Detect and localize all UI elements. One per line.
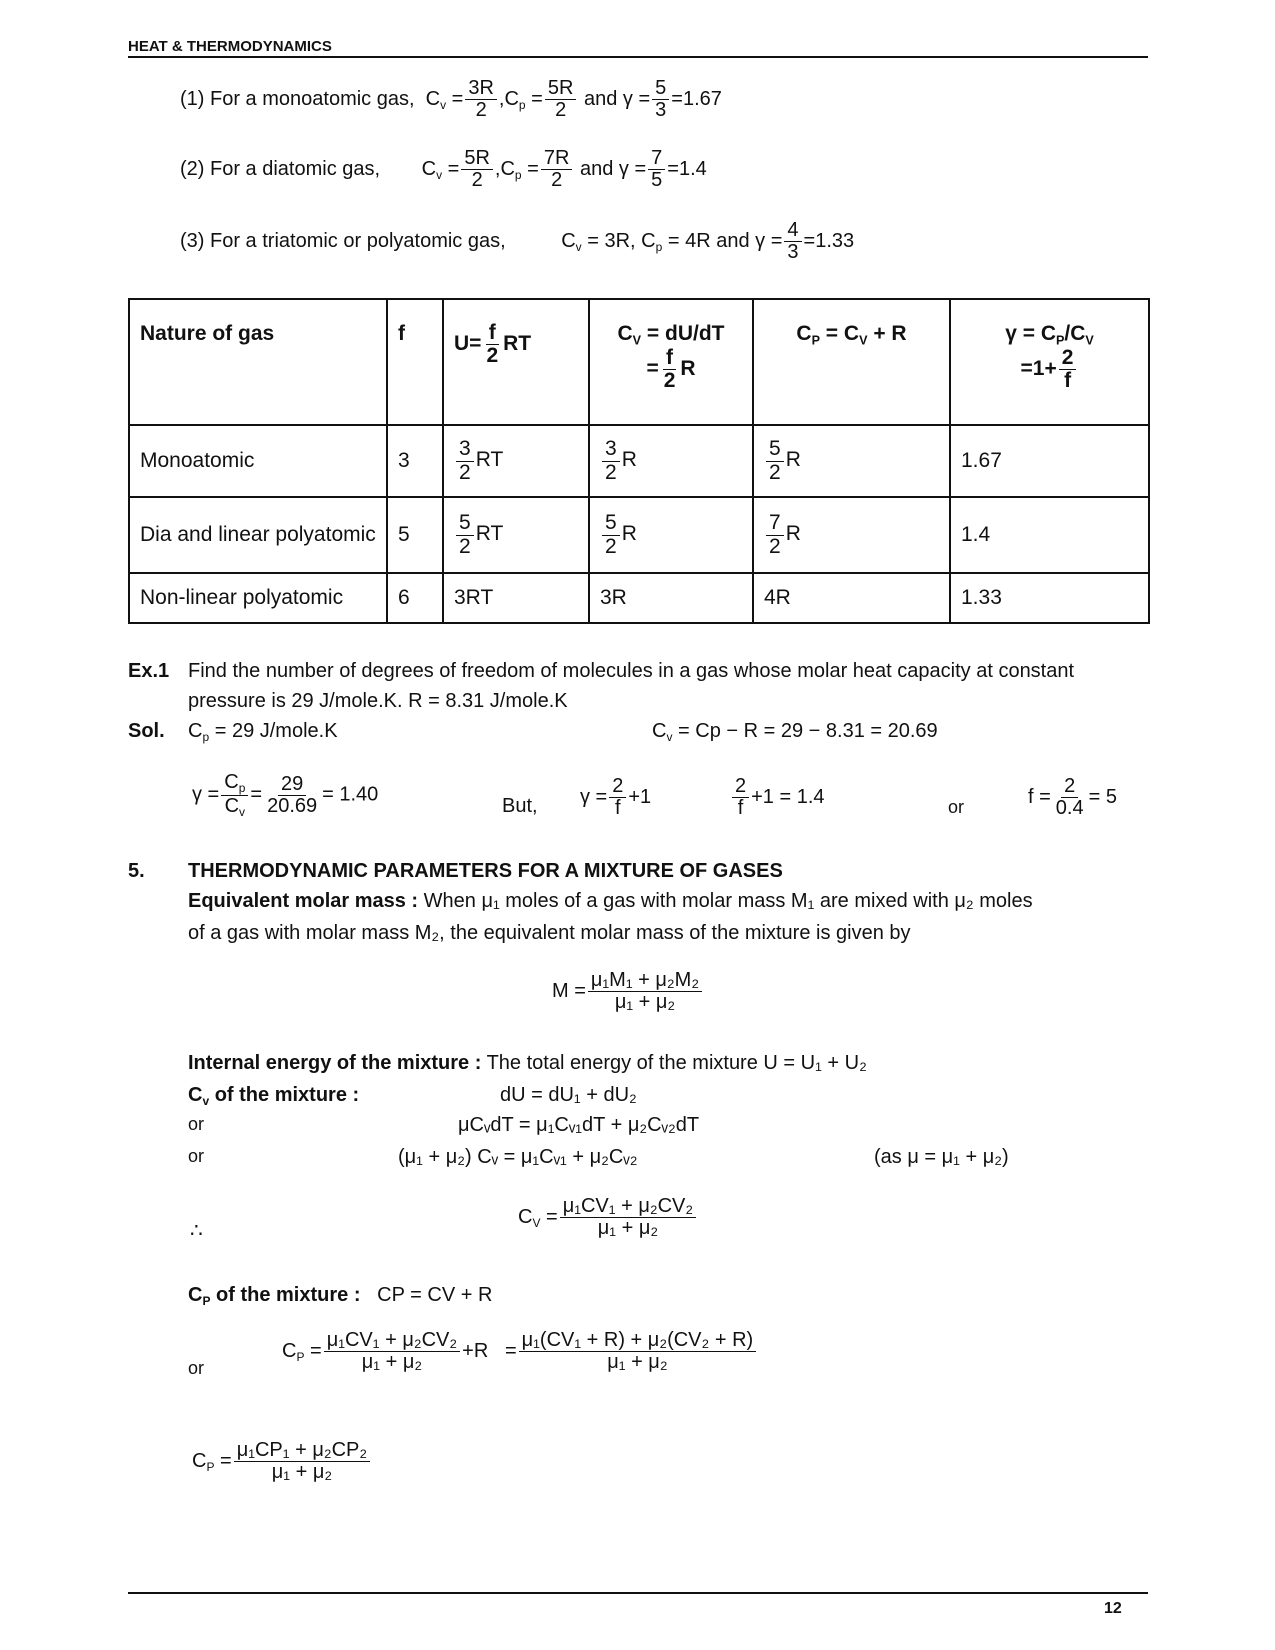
cell-nature: Dia and linear polyatomic	[129, 497, 387, 573]
therefore-symbol: ∴	[190, 1220, 203, 1242]
cell-gamma: 1.4	[950, 497, 1149, 573]
header-f: f	[387, 299, 443, 425]
cv-eq1: dU = dU₁ + dU₂	[500, 1084, 637, 1106]
cv-eq2: μCᵥdT = μ₁Cᵥ₁dT + μ₂Cᵥ₂dT	[458, 1114, 700, 1136]
internal-energy-text: Internal energy of the mixture : The total energy of the mixture U = U₁ + U₂	[188, 1052, 867, 1074]
intro-label: (1) For a monoatomic gas,	[180, 87, 415, 110]
page-header-title: HEAT & THERMODYNAMICS	[128, 38, 332, 55]
cell-gamma: 1.33	[950, 573, 1149, 623]
cv-eq3: (μ₁ + μ₂) Cᵥ = μ₁Cᵥ₁ + μ₂Cᵥ₂	[398, 1146, 638, 1168]
fraction: $\frac{4}{3}$	[784, 220, 801, 263]
cell-cv: 3R	[589, 573, 753, 623]
intro-line-2: (2) For a diatomic gas, $C_v$ = $\frac{5R}{2}$ $,C_p$ = $\frac{7R}{2}$ and γ = $\frac{7}{5}$ =1.4	[180, 147, 707, 191]
fraction: $\frac{7R}{2}$	[541, 148, 573, 191]
table-row	[129, 425, 1149, 497]
cell-cv: $\frac{5}{2}$ R	[589, 497, 753, 573]
cp-mixture-line: $C_P$ of the mixture : CP = CV + R	[188, 1284, 493, 1309]
cell-u: $\frac{5}{2}$ RT	[443, 497, 589, 573]
header-cp: $C_P = C_V + R$	[753, 299, 950, 425]
molar-mass-formula: M = $\frac{\text{μ₁M₁ + μ₂M₂}}{\text{μ₁ + μ₂}}$	[552, 970, 704, 1013]
cell-f: 5	[387, 497, 443, 573]
cell-f: 6	[387, 573, 443, 623]
intro-label: (3) For a triatomic or polyatomic gas,	[180, 229, 506, 252]
solution-cp: $C_p = 29$ J/mole.K	[188, 720, 338, 745]
section-number: 5.	[128, 860, 145, 882]
gamma-eq: $\frac{2}{f}$ +1 = 1.4	[730, 776, 825, 819]
cell-nature: Non-linear polyatomic	[129, 573, 387, 623]
cell-f: 3	[387, 425, 443, 497]
header-u: U= $\frac{f}{2}$ RT	[443, 299, 589, 425]
but-label: But,	[502, 795, 538, 817]
intro-line-3: (3) For a triatomic or polyatomic gas, $C_v = 3R$, $C_p = 4R$ and γ = $\frac{4}{3}$ =1.33	[180, 219, 855, 263]
cp-final-formula: $C_P$ = $\frac{\text{μ₁CP₁ + μ₂CP₂}}{\text{μ₁ + μ₂}}$	[192, 1440, 372, 1483]
gamma-calc: γ = $\frac{C_p}{C_v}$ = $\frac{29}{20.69}$ = 1.40	[192, 771, 379, 819]
cell-cp: $\frac{5}{2}$ R	[753, 425, 950, 497]
solution-cv: $C_v = Cp - R = 29 - 8.31 = 20.69$	[652, 720, 938, 745]
example-question-line2: pressure is 29 J/mole.K. R = 8.31 J/mole.K	[188, 690, 568, 712]
cp-mixture-formula: $C_P$ = $\frac{\text{μ₁CV₁ + μ₂CV₂}}{\text{μ₁ + μ₂}}$ +R = $\frac{\text{μ₁(CV₁ + R) + μ₂(CV₂ + R)}}{\text{μ₁ + μ₂}}$	[282, 1330, 758, 1373]
example-label: Ex.1	[128, 660, 170, 682]
cell-u: 3RT	[443, 573, 589, 623]
f-result: f = $\frac{2}{0.4}$ = 5	[1028, 775, 1117, 819]
page-number: 12	[1104, 1600, 1122, 1617]
or-label: or	[188, 1358, 205, 1378]
cell-cv: $\frac{3}{2}$ R	[589, 425, 753, 497]
cv-mixture-label: $C_v$ of the mixture :	[188, 1084, 360, 1109]
section-title: THERMODYNAMIC PARAMETERS FOR A MIXTURE OF GASES	[188, 860, 783, 882]
fraction: $\frac{3R}{2}$	[465, 78, 497, 121]
header-cv: $C_V = dU/dT$ = $\frac{f}{2}$ R	[589, 299, 753, 425]
or-label: or	[188, 1146, 205, 1166]
table-header-row	[129, 299, 1149, 425]
table-row	[129, 497, 1149, 573]
example-question-line1: Find the number of degrees of freedom of molecules in a gas whose molar heat capacity at constant	[188, 660, 1075, 682]
fraction: $\frac{5R}{2}$	[545, 78, 577, 121]
cell-nature: Monoatomic	[129, 425, 387, 497]
cv-note: (as μ = μ₁ + μ₂)	[874, 1146, 1009, 1168]
cell-u: $\frac{3}{2}$ RT	[443, 425, 589, 497]
cell-cp: $\frac{7}{2}$ R	[753, 497, 950, 573]
solution-label: Sol.	[128, 720, 165, 742]
header-gamma: $\gamma = C_P/C_V$ =1+ $\frac{2}{f}$	[950, 299, 1149, 425]
footer-rule	[128, 1592, 1148, 1594]
fraction: $\frac{5R}{2}$	[461, 148, 493, 191]
or-label: or	[188, 1114, 205, 1134]
equivalent-molar-mass-text2: of a gas with molar mass M₂, the equivalent molar mass of the mixture is given by	[188, 922, 911, 944]
fraction: $\frac{5}{3}$	[652, 78, 669, 121]
or-label: or	[948, 797, 965, 817]
gamma-formula: γ = $\frac{2}{f}$ +1	[580, 775, 652, 819]
fraction: $\frac{7}{5}$	[648, 148, 665, 191]
table-row	[129, 573, 1149, 623]
cell-cp: 4R	[753, 573, 950, 623]
cv-mixture-formula: $C_V$ = $\frac{\text{μ₁CV₁ + μ₂CV₂}}{\text{μ₁ + μ₂}}$	[518, 1196, 698, 1239]
intro-label: (2) For a diatomic gas,	[180, 157, 381, 180]
gas-properties-table	[128, 298, 1150, 624]
equivalent-molar-mass-text: Equivalent molar mass : When μ₁ moles of a gas with molar mass M₁ are mixed with μ₂ moles	[188, 890, 1033, 912]
intro-line-1: (1) For a monoatomic gas, $C_v$ = $\frac{3R}{2}$ $,C_p$ = $\frac{5R}{2}$ and γ = $\frac{5}{3}$ =1.67	[180, 77, 722, 121]
header-nature: Nature of gas	[129, 299, 387, 425]
cell-gamma: 1.67	[950, 425, 1149, 497]
header-rule	[128, 56, 1148, 58]
